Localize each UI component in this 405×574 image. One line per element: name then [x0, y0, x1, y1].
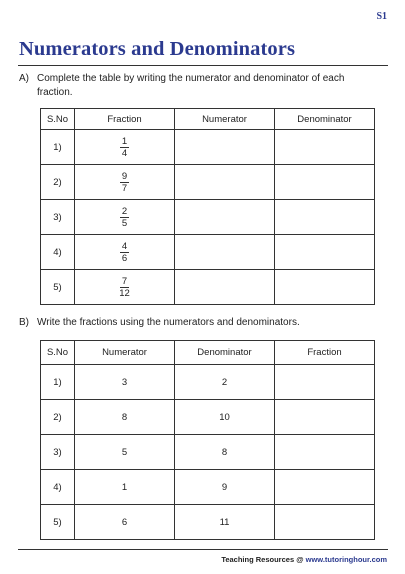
fraction [117, 276, 132, 299]
fraction-numerator: 1 [121, 135, 128, 147]
table-row [41, 270, 375, 305]
denominator-value: 11 [175, 505, 275, 540]
denominator-value: 2 [175, 365, 275, 400]
denominator-answer-cell[interactable] [275, 165, 375, 200]
header-numerator: Numerator [175, 109, 275, 130]
row-sno: 5) [41, 270, 75, 305]
instruction-a-line2: fraction. [37, 87, 73, 98]
header-numerator: Numerator [75, 341, 175, 365]
table-header-row [41, 109, 375, 130]
row-sno: 4) [41, 235, 75, 270]
fraction-numerator: 7 [121, 275, 128, 287]
fraction [120, 171, 129, 194]
fraction-denominator: 4 [121, 147, 128, 159]
title-divider [18, 65, 388, 66]
row-sno: 5) [41, 505, 75, 540]
row-sno: 1) [41, 365, 75, 400]
header-denominator: Denominator [275, 109, 375, 130]
row-sno: 3) [41, 200, 75, 235]
fraction-cell [75, 270, 175, 305]
table-row [41, 400, 375, 435]
header-sno: S.No [41, 341, 75, 365]
denominator-value: 10 [175, 400, 275, 435]
numerator-answer-cell[interactable] [175, 200, 275, 235]
table-row [41, 165, 375, 200]
fraction-table-b [40, 340, 375, 540]
fraction-answer-cell[interactable] [275, 435, 375, 470]
denominator-answer-cell[interactable] [275, 270, 375, 305]
fraction-denominator: 6 [121, 252, 128, 264]
fraction-numerator: 2 [121, 205, 128, 217]
header-fraction: Fraction [75, 109, 175, 130]
numerator-value: 5 [75, 435, 175, 470]
table-row [41, 130, 375, 165]
table-row [41, 470, 375, 505]
numerator-answer-cell[interactable] [175, 235, 275, 270]
header-denominator: Denominator [175, 341, 275, 365]
numerator-value: 3 [75, 365, 175, 400]
denominator-answer-cell[interactable] [275, 130, 375, 165]
fraction-cell [75, 235, 175, 270]
footer-site-link[interactable]: www.tutoringhour.com [305, 555, 387, 564]
fraction [120, 136, 129, 159]
fraction-denominator: 5 [121, 217, 128, 229]
fraction-answer-cell[interactable] [275, 505, 375, 540]
numerator-answer-cell[interactable] [175, 130, 275, 165]
fraction-cell [75, 165, 175, 200]
row-sno: 1) [41, 130, 75, 165]
instruction-b-text: Write the fractions using the numerators and denominators. [37, 317, 300, 328]
row-sno: 2) [41, 165, 75, 200]
instruction-b [19, 316, 389, 330]
table-header-row [41, 341, 375, 365]
header-sno: S.No [41, 109, 75, 130]
numerator-value: 6 [75, 505, 175, 540]
footer-label: Teaching Resources @ [221, 555, 306, 564]
fraction-denominator: 7 [121, 182, 128, 194]
row-sno: 2) [41, 400, 75, 435]
footer [221, 555, 387, 564]
header-fraction: Fraction [275, 341, 375, 365]
instruction-a-line1: Complete the table by writing the numerator and denominator of each [37, 73, 345, 84]
denominator-value: 8 [175, 435, 275, 470]
section-letter-b: B) [19, 317, 29, 328]
table-row [41, 235, 375, 270]
numerator-value: 8 [75, 400, 175, 435]
fraction [120, 241, 129, 264]
table-row [41, 200, 375, 235]
table-row [41, 505, 375, 540]
section-letter-a: A) [19, 73, 29, 84]
table-row [41, 435, 375, 470]
fraction-table-a [40, 108, 375, 305]
denominator-value: 9 [175, 470, 275, 505]
fraction-numerator: 4 [121, 240, 128, 252]
fraction-cell [75, 200, 175, 235]
row-sno: 4) [41, 470, 75, 505]
footer-divider [18, 549, 388, 550]
numerator-answer-cell[interactable] [175, 270, 275, 305]
page-title: Numerators and Denominators [19, 38, 296, 60]
fraction-cell [75, 130, 175, 165]
instruction-a [19, 72, 389, 100]
fraction-answer-cell[interactable] [275, 365, 375, 400]
denominator-answer-cell[interactable] [275, 235, 375, 270]
fraction [120, 206, 129, 229]
numerator-answer-cell[interactable] [175, 165, 275, 200]
denominator-answer-cell[interactable] [275, 200, 375, 235]
row-sno: 3) [41, 435, 75, 470]
fraction-answer-cell[interactable] [275, 470, 375, 505]
fraction-numerator: 9 [121, 170, 128, 182]
table-row [41, 365, 375, 400]
numerator-value: 1 [75, 470, 175, 505]
fraction-denominator: 12 [119, 287, 130, 299]
fraction-answer-cell[interactable] [275, 400, 375, 435]
sheet-id: S1 [376, 11, 387, 22]
